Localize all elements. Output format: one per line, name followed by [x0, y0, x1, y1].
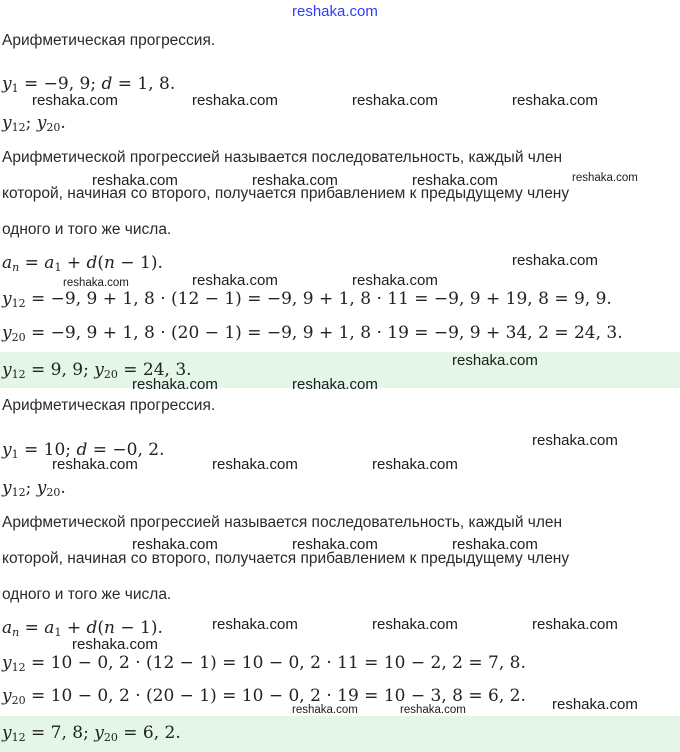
watermark: reshaka.com	[452, 352, 538, 369]
watermark: reshaka.com	[192, 92, 278, 109]
part1-find: $y_{12}$; $y_{20}$.	[2, 113, 66, 134]
watermark: reshaka.com	[552, 696, 638, 713]
watermark: reshaka.com	[352, 272, 438, 289]
part2-title: Арифметическая прогрессия.	[2, 397, 216, 414]
part1-definition-line2: которой, начиная со второго, получается прибавлением к предыдущему члену	[2, 185, 570, 202]
part2-definition-line3: одного и того же числа.	[2, 586, 172, 603]
watermark: reshaka.com	[252, 172, 338, 189]
part2-given: $y_1 = 10$; d = −0, 2.	[2, 440, 165, 461]
part1-title: Арифметическая прогрессия.	[2, 32, 216, 49]
watermark: reshaka.com	[400, 704, 466, 716]
watermark: reshaka.com	[63, 277, 129, 289]
part1-calc-y12: $y_{12} = -9$, 9 + 1, 8 · (12 − 1) = −9, 9 + 1, 8 · 11 = −9, 9 + 19, 8 = 9, 9.	[2, 289, 612, 310]
watermark: reshaka.com	[92, 172, 178, 189]
part2-formula: $a_n = a_1 + d(n - 1)$.	[2, 618, 163, 639]
watermark: reshaka.com	[52, 456, 138, 473]
part2-calc-y12: $y_{12} = 10 - 0$, 2 · (12 − 1) = 10 − 0, 2 · 11 = 10 − 2, 2 = 7, 8.	[2, 653, 526, 674]
part1-definition-line1: Арифметической прогрессией называется последовательность, каждый член	[2, 149, 563, 166]
watermark: reshaka.com	[72, 636, 158, 653]
watermark: reshaka.com	[212, 616, 298, 633]
watermark: reshaka.com	[532, 432, 618, 449]
part1-given: $y_1 = -9$, 9; d = 1, 8.	[2, 74, 176, 95]
watermark: reshaka.com	[132, 376, 218, 393]
site-link[interactable]: reshaka.com	[292, 3, 378, 20]
watermark: reshaka.com	[512, 92, 598, 109]
watermark: reshaka.com	[512, 252, 598, 269]
part1-answer: $y_{12} = 9$, 9; $y_{20} = 24$, 3.	[2, 360, 192, 381]
watermark: reshaka.com	[192, 272, 278, 289]
part2-calc-y20: $y_{20} = 10 - 0$, 2 · (20 − 1) = 10 − 0, 2 · 19 = 10 − 3, 8 = 6, 2.	[2, 686, 526, 707]
part1-calc-y20: $y_{20} = -9$, 9 + 1, 8 · (20 − 1) = −9, 9 + 1, 8 · 19 = −9, 9 + 34, 2 = 24, 3.	[2, 323, 623, 344]
watermark: reshaka.com	[572, 172, 638, 184]
watermark: reshaka.com	[532, 616, 618, 633]
watermark: reshaka.com	[212, 456, 298, 473]
part2-answer: $y_{12} = 7$, 8; $y_{20} = 6$, 2.	[2, 723, 181, 744]
watermark: reshaka.com	[292, 536, 378, 553]
watermark: reshaka.com	[292, 704, 358, 716]
watermark: reshaka.com	[292, 376, 378, 393]
watermark: reshaka.com	[352, 92, 438, 109]
watermark: reshaka.com	[452, 536, 538, 553]
watermark: reshaka.com	[372, 616, 458, 633]
watermark: reshaka.com	[132, 536, 218, 553]
watermark: reshaka.com	[372, 456, 458, 473]
part2-definition-line1: Арифметической прогрессией называется последовательность, каждый член	[2, 514, 563, 531]
watermark: reshaka.com	[412, 172, 498, 189]
part1-definition-line3: одного и того же числа.	[2, 221, 172, 238]
watermark: reshaka.com	[32, 92, 118, 109]
part2-definition-line2: которой, начиная со второго, получается прибавлением к предыдущему члену	[2, 550, 570, 567]
part2-find: $y_{12}$; $y_{20}$.	[2, 478, 66, 499]
part1-formula: $a_n = a_1 + d(n - 1)$.	[2, 253, 163, 274]
